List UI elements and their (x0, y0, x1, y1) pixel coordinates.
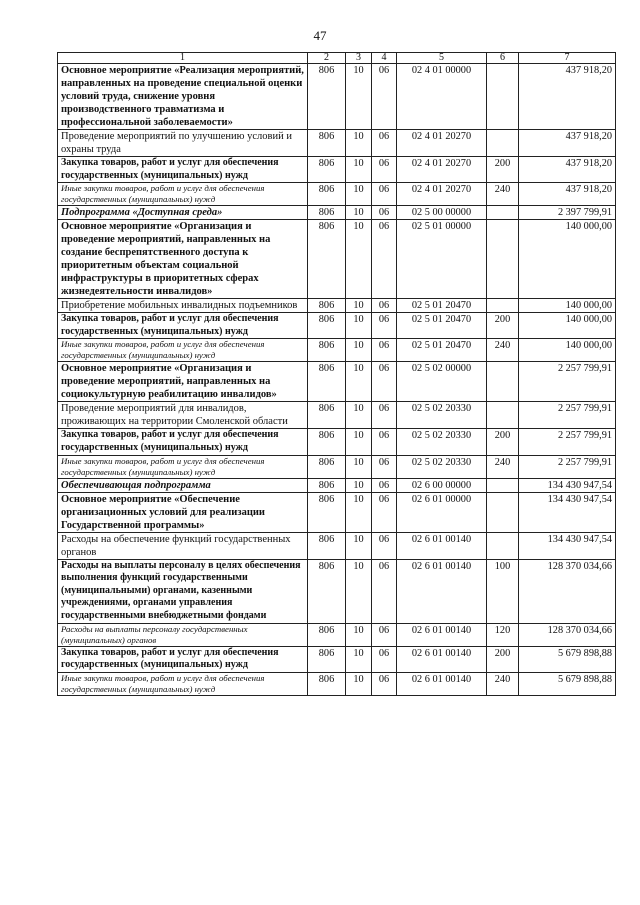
cell-amount: 140 000,00 (519, 220, 616, 299)
cell-expense-type: 200 (487, 157, 519, 183)
cell-target-article: 02 5 02 20330 (397, 455, 487, 478)
cell-section: 10 (346, 157, 372, 183)
cell-section: 10 (346, 130, 372, 157)
cell-ministry-code: 806 (308, 532, 346, 559)
col-header-7: 7 (519, 53, 616, 64)
cell-amount: 134 430 947,54 (519, 492, 616, 532)
cell-expense-type: 240 (487, 339, 519, 362)
cell-target-article: 02 5 02 00000 (397, 362, 487, 402)
table-row (58, 646, 616, 672)
cell-subsection: 06 (372, 672, 397, 695)
budget-table (57, 52, 616, 696)
row-name-cell: Расходы на выплаты персоналу в целях обеспечения выполнения функций государственными (муниципальными) органами, казенными учреждениями, органами управления государственными внебюджетными фондами (58, 559, 308, 623)
cell-subsection: 06 (372, 532, 397, 559)
cell-target-article: 02 5 00 00000 (397, 206, 487, 220)
cell-ministry-code: 806 (308, 206, 346, 220)
cell-subsection: 06 (372, 206, 397, 220)
cell-target-article: 02 5 01 00000 (397, 220, 487, 299)
row-name-cell: Основное мероприятие «Обеспечение организационных условий для реализации Государственной программы» (58, 492, 308, 532)
cell-ministry-code: 806 (308, 362, 346, 402)
cell-section: 10 (346, 362, 372, 402)
cell-amount: 140 000,00 (519, 313, 616, 339)
cell-expense-type (487, 478, 519, 492)
cell-section: 10 (346, 492, 372, 532)
cell-section: 10 (346, 623, 372, 646)
row-name-cell: Основное мероприятие «Организация и проведение мероприятий, направленных на социокультурную реабилитацию инвалидов» (58, 362, 308, 402)
cell-section: 10 (346, 206, 372, 220)
row-name-cell: Проведение мероприятий для инвалидов, проживающих на территории Смоленской области (58, 402, 308, 429)
cell-expense-type: 200 (487, 313, 519, 339)
cell-target-article: 02 5 01 20470 (397, 313, 487, 339)
cell-ministry-code: 806 (308, 157, 346, 183)
cell-section: 10 (346, 402, 372, 429)
cell-target-article: 02 6 01 00140 (397, 559, 487, 623)
cell-section: 10 (346, 559, 372, 623)
cell-ministry-code: 806 (308, 623, 346, 646)
cell-expense-type (487, 64, 519, 130)
cell-expense-type (487, 362, 519, 402)
row-name-cell: Основное мероприятие «Организация и проведение мероприятий, направленных на создание беспрепятственного доступа к приоритетным объектам социальной инфраструктуры в приоритетных сферах жизнедеятельности инвалидов» (58, 220, 308, 299)
row-name-cell: Обеспечивающая подпрограмма (58, 478, 308, 492)
table-row (58, 206, 616, 220)
cell-target-article: 02 4 01 20270 (397, 130, 487, 157)
cell-amount: 140 000,00 (519, 299, 616, 313)
table-row (58, 220, 616, 299)
table-row (58, 402, 616, 429)
cell-expense-type: 240 (487, 183, 519, 206)
cell-ministry-code: 806 (308, 455, 346, 478)
cell-expense-type: 100 (487, 559, 519, 623)
cell-section: 10 (346, 183, 372, 206)
cell-expense-type: 200 (487, 429, 519, 455)
cell-ministry-code: 806 (308, 183, 346, 206)
cell-amount: 2 397 799,91 (519, 206, 616, 220)
cell-expense-type (487, 299, 519, 313)
table-row (58, 492, 616, 532)
cell-amount: 2 257 799,91 (519, 429, 616, 455)
cell-section: 10 (346, 646, 372, 672)
cell-amount: 5 679 898,88 (519, 646, 616, 672)
cell-target-article: 02 6 01 00140 (397, 672, 487, 695)
cell-target-article: 02 5 02 20330 (397, 402, 487, 429)
table-row (58, 157, 616, 183)
cell-subsection: 06 (372, 478, 397, 492)
cell-amount: 2 257 799,91 (519, 362, 616, 402)
cell-amount: 140 000,00 (519, 339, 616, 362)
cell-expense-type (487, 492, 519, 532)
cell-subsection: 06 (372, 362, 397, 402)
row-name-cell: Иные закупки товаров, работ и услуг для обеспечения государственных (муниципальных) нужд (58, 672, 308, 695)
cell-target-article: 02 4 01 20270 (397, 157, 487, 183)
cell-ministry-code: 806 (308, 402, 346, 429)
cell-target-article: 02 6 00 00000 (397, 478, 487, 492)
cell-expense-type (487, 532, 519, 559)
cell-subsection: 06 (372, 492, 397, 532)
row-name-cell: Проведение мероприятий по улучшению условий и охраны труда (58, 130, 308, 157)
row-name-cell: Иные закупки товаров, работ и услуг для обеспечения государственных (муниципальных) нужд (58, 183, 308, 206)
row-name-cell: Иные закупки товаров, работ и услуг для обеспечения государственных (муниципальных) нужд (58, 339, 308, 362)
cell-target-article: 02 4 01 00000 (397, 64, 487, 130)
table-row (58, 672, 616, 695)
cell-target-article: 02 5 01 20470 (397, 339, 487, 362)
row-name-cell: Закупка товаров, работ и услуг для обеспечения государственных (муниципальных) нужд (58, 313, 308, 339)
cell-amount: 2 257 799,91 (519, 402, 616, 429)
cell-subsection: 06 (372, 220, 397, 299)
cell-expense-type (487, 206, 519, 220)
row-name-cell: Расходы на выплаты персоналу государственных (муниципальных) органов (58, 623, 308, 646)
row-name-cell: Закупка товаров, работ и услуг для обеспечения государственных (муниципальных) нужд (58, 157, 308, 183)
cell-section: 10 (346, 429, 372, 455)
cell-ministry-code: 806 (308, 478, 346, 492)
cell-amount: 437 918,20 (519, 183, 616, 206)
cell-expense-type (487, 220, 519, 299)
table-row (58, 299, 616, 313)
cell-target-article: 02 5 01 20470 (397, 299, 487, 313)
cell-section: 10 (346, 672, 372, 695)
cell-ministry-code: 806 (308, 130, 346, 157)
cell-amount: 437 918,20 (519, 130, 616, 157)
cell-amount: 134 430 947,54 (519, 532, 616, 559)
cell-subsection: 06 (372, 646, 397, 672)
cell-target-article: 02 6 01 00140 (397, 623, 487, 646)
row-name-cell: Приобретение мобильных инвалидных подъемников (58, 299, 308, 313)
cell-subsection: 06 (372, 339, 397, 362)
row-name-cell: Основное мероприятие «Реализация мероприятий, направленных на проведение специальной оценки условий труда, снижение уровня производственного травматизма и профессиональной заболеваемости» (58, 64, 308, 130)
table-body (58, 64, 616, 696)
cell-section: 10 (346, 532, 372, 559)
table-row (58, 183, 616, 206)
cell-amount: 134 430 947,54 (519, 478, 616, 492)
row-name-cell: Иные закупки товаров, работ и услуг для обеспечения государственных (муниципальных) нужд (58, 455, 308, 478)
cell-amount: 2 257 799,91 (519, 455, 616, 478)
cell-section: 10 (346, 478, 372, 492)
table-row (58, 623, 616, 646)
table-row (58, 130, 616, 157)
cell-amount: 437 918,20 (519, 64, 616, 130)
col-header-3: 3 (346, 53, 372, 64)
table-row (58, 339, 616, 362)
cell-expense-type: 200 (487, 646, 519, 672)
cell-amount: 128 370 034,66 (519, 623, 616, 646)
cell-ministry-code: 806 (308, 492, 346, 532)
cell-amount: 5 679 898,88 (519, 672, 616, 695)
cell-ministry-code: 806 (308, 672, 346, 695)
page-number: 47 (313, 28, 327, 43)
cell-target-article: 02 6 01 00140 (397, 646, 487, 672)
cell-ministry-code: 806 (308, 299, 346, 313)
cell-subsection: 06 (372, 455, 397, 478)
table-row (58, 313, 616, 339)
cell-section: 10 (346, 299, 372, 313)
cell-ministry-code: 806 (308, 313, 346, 339)
cell-ministry-code: 806 (308, 339, 346, 362)
cell-expense-type (487, 130, 519, 157)
table-row (58, 429, 616, 455)
table-row (58, 64, 616, 130)
cell-subsection: 06 (372, 299, 397, 313)
cell-target-article: 02 4 01 20270 (397, 183, 487, 206)
header-row (58, 53, 616, 64)
table-row (58, 362, 616, 402)
cell-section: 10 (346, 313, 372, 339)
cell-ministry-code: 806 (308, 646, 346, 672)
cell-ministry-code: 806 (308, 220, 346, 299)
cell-target-article: 02 5 02 20330 (397, 429, 487, 455)
cell-expense-type (487, 402, 519, 429)
row-name-cell: Расходы на обеспечение функций государственных органов (58, 532, 308, 559)
col-header-4: 4 (372, 53, 397, 64)
cell-ministry-code: 806 (308, 559, 346, 623)
row-name-cell: Подпрограмма «Доступная среда» (58, 206, 308, 220)
cell-section: 10 (346, 455, 372, 478)
cell-subsection: 06 (372, 64, 397, 130)
cell-expense-type: 240 (487, 672, 519, 695)
table-row (58, 559, 616, 623)
cell-expense-type: 240 (487, 455, 519, 478)
cell-subsection: 06 (372, 402, 397, 429)
cell-target-article: 02 6 01 00000 (397, 492, 487, 532)
table-row (58, 455, 616, 478)
col-header-6: 6 (487, 53, 519, 64)
cell-subsection: 06 (372, 183, 397, 206)
cell-subsection: 06 (372, 623, 397, 646)
cell-section: 10 (346, 64, 372, 130)
col-header-5: 5 (397, 53, 487, 64)
row-name-cell: Закупка товаров, работ и услуг для обеспечения государственных (муниципальных) нужд (58, 429, 308, 455)
cell-subsection: 06 (372, 157, 397, 183)
cell-subsection: 06 (372, 130, 397, 157)
cell-subsection: 06 (372, 429, 397, 455)
cell-target-article: 02 6 01 00140 (397, 532, 487, 559)
cell-section: 10 (346, 220, 372, 299)
col-header-2: 2 (308, 53, 346, 64)
col-header-1: 1 (58, 53, 308, 64)
cell-section: 10 (346, 339, 372, 362)
cell-amount: 437 918,20 (519, 157, 616, 183)
cell-subsection: 06 (372, 313, 397, 339)
cell-ministry-code: 806 (308, 429, 346, 455)
cell-amount: 128 370 034,66 (519, 559, 616, 623)
cell-ministry-code: 806 (308, 64, 346, 130)
table-row (58, 478, 616, 492)
row-name-cell: Закупка товаров, работ и услуг для обеспечения государственных (муниципальных) нужд (58, 646, 308, 672)
cell-subsection: 06 (372, 559, 397, 623)
cell-expense-type: 120 (487, 623, 519, 646)
table-row (58, 532, 616, 559)
